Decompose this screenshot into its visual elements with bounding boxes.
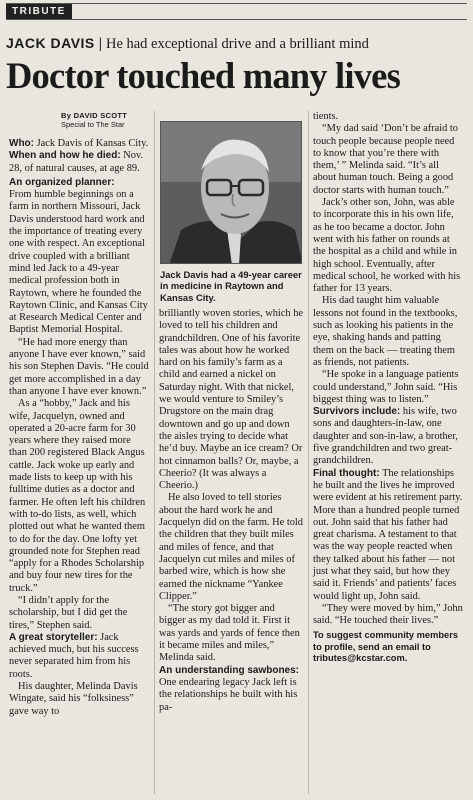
column-1 <box>9 111 149 718</box>
subhead-organized-planner: An organized planner: <box>9 176 115 188</box>
kicker-separator: | <box>98 36 102 52</box>
paragraph-survivors <box>313 406 463 467</box>
paragraph-final-thought <box>313 468 463 603</box>
fact-who <box>9 138 149 150</box>
fact-who-text: Jack Davis of Kansas City. <box>36 138 149 149</box>
byline-outlet: Special to The Star <box>61 120 125 129</box>
section-tag: TRIBUTE <box>6 4 72 19</box>
article-body <box>9 111 464 794</box>
paragraph: “My dad said ‘Don’t be afraid to touch people because people need to know that you’re there with them,’ ” Melinda said. “It’s all about human touch. Being a good doctor starts with human touch.” <box>313 123 459 196</box>
paragraph: His daughter, Melinda Davis Wingate, said his “folksiness” gave way to <box>9 681 138 717</box>
photo-caption: Jack Davis had a 49-year career in medicine in Raytown and Kansas City. <box>160 269 302 303</box>
paragraph: Jack’s other son, John, was able to incorporate this in his own life, as he too became a doctor. John went with his father on rounds at the hospital as a child and while in high school. Eventually, after medical school, he worked with his father for 13 years. <box>313 197 461 295</box>
paragraph-sawbones <box>159 665 303 714</box>
column-divider <box>308 111 309 794</box>
paragraph: From humble beginnings on a farm in northern Missouri, Jack Davis understood hard work and the importance of treating every one with respect. An exceptional drive coupled with a brilliant mind led Jack to a 49-year medical profession both in Raytown, where he founded the Raytown Clinic, and Kansas City at Research Medical Center and Baptist Memorial Hospital. <box>9 189 148 336</box>
paragraph: As a “hobby,” Jack and his wife, Jacquelyn, owned and operated a 20-acre farm for 30 years where they raised more than 200 registered Black Angus cattle. Jack woke up early and made lists to keep up with his fulltime duties as a doctor and farmer. He often left his children with to-do lists, as well, which plotted out what he wanted them to do for the day. One lofty yet grounded note for Stephen read “apply for a Rhodes Scholarship and buy four new tires for the truck.” <box>9 398 146 594</box>
paragraph: “The story got bigger and bigger as my dad told it. First it was yards and yards of fence then it became miles and miles,” Melinda said. <box>159 603 300 664</box>
portrait-illustration <box>161 122 302 264</box>
subhead-survivors: Survivors include: <box>313 406 401 418</box>
fact-when <box>9 150 149 175</box>
portrait-photo <box>160 121 302 264</box>
paragraph: brilliantly woven stories, which he loved to tell his children and grandchildren. One of his favorite tales was about how he worked hard on his family’s farm as a child and earned a nickel on Saturday night. With that nickel, we would venture to Smiley’s Drugstore on the main drag downtown and go up and down the aisles trying to decide what he’d buy. Maybe an ice cream? Or hot cinnamon balls? Or, maybe, a Cheerio? (It was always a Cheerio.) <box>159 308 303 492</box>
fact-when-label: When and how he died: <box>9 150 121 162</box>
kicker-dek: He had exceptional drive and a brilliant mind <box>105 36 369 52</box>
paragraph: “He had more energy than anyone I have ever known,” said his son Stephen Davis. “He could get more accomplished in a day than anyone I have ever known.” <box>9 336 149 397</box>
paragraph: His dad taught him valuable lessons not found in the textbooks, such as looking his patients in the eye, shaking hands and patting them on the back — treating them as friends, not patients. <box>313 295 458 368</box>
column-divider <box>154 111 155 794</box>
byline-author: By DAVID SCOTT <box>61 111 128 120</box>
kicker <box>6 35 467 53</box>
contact-tagline: To suggest community members to profile, send an email to tributes@kcstar.com. <box>313 630 458 664</box>
paragraph-text: One endearing legacy Jack left is the relationships he built with his pa- <box>159 676 298 713</box>
paragraph-text: his wife, two sons and daughters-in-law, one daughter and son-in-law, a brother, five grandchildren and two great-grandchildren. <box>313 406 458 467</box>
section-bar <box>6 3 467 20</box>
column-2 <box>159 308 303 714</box>
fact-who-label: Who: <box>9 138 34 149</box>
paragraph: “He spoke in a language patients could understand,” John said. “His biggest thing was to listen.” <box>313 369 459 405</box>
kicker-name: JACK DAVIS <box>6 35 95 51</box>
headline: Doctor touched many lives <box>6 55 400 96</box>
byline <box>61 111 149 129</box>
subhead-sawbones: An understanding sawbones: <box>159 664 300 676</box>
subhead-storyteller: A great storyteller: <box>9 631 98 643</box>
paragraph-text: The relationships he built and the lives he improved were evident at his retirement party. More than a hundred people turned out. John said that his father had great charisma. A testament to that was the way people reacted when they talked about his father — not just what they said, but how they said it. Friends’ and patients’ faces would light up, John said. <box>313 467 463 602</box>
fact-when-text: Nov. 28, of natural causes, at age 89. <box>9 150 144 174</box>
paragraph: He also loved to tell stories about the hard work he and Jacquelyn did on the farm. He told the children that they built miles and miles of fence, and that Jacquelyn cut miles and miles of barbed wire, which is how she earned the nickname “Yankee Clipper.” <box>159 492 303 602</box>
paragraph: “They were moved by him,” John said. “He touched their lives.” <box>313 602 463 627</box>
column-3 <box>313 111 463 665</box>
paragraph-storyteller <box>9 632 149 681</box>
paragraph: tients. <box>313 111 339 122</box>
paragraph-text: Jack achieved much, but his success never separated him from his roots. <box>9 631 139 680</box>
subhead-final-thought: Final thought: <box>313 467 380 479</box>
paragraph: “I didn’t apply for the scholarship, but I did get the tires,” Stephen said. <box>9 594 128 631</box>
